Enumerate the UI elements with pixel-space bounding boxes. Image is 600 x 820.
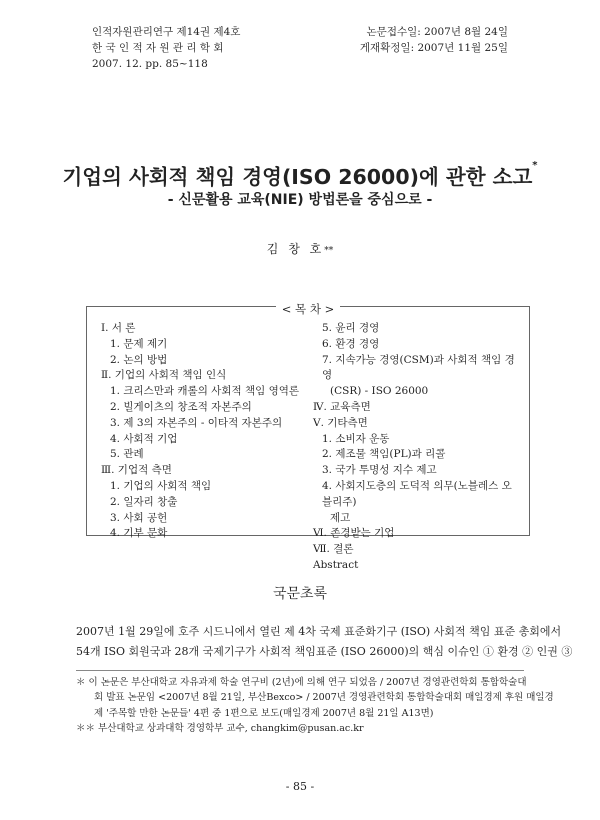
toc-item: Ⅵ. 존경받는 기업	[313, 527, 395, 540]
journal-name: 인적자원관리연구 제14권 제4호	[92, 26, 241, 38]
toc-item: 2. 일자리 창출	[110, 495, 178, 508]
toc-item: 2. 논의 방법	[110, 353, 168, 366]
footnote-line: 회 발표 논문임 <2007년 8월 21일, 부산Bexco> / 2007년 경영관련학회 통합학술대회 매일경제 후원 매일경	[94, 692, 554, 704]
abstract-body	[76, 622, 573, 662]
author-name: 김 창 호	[266, 242, 325, 256]
toc-item: 1. 소비자 운동	[322, 432, 390, 445]
toc-item: 제고	[330, 511, 351, 524]
issue-pages: 2007. 12. pp. 85~118	[92, 58, 208, 70]
paper-subtitle: - 신문활용 교육(NIE) 방법론을 중심으로 -	[167, 192, 433, 208]
toc-item: 3. 제 3의 자본주의 - 이타적 자본주의	[110, 416, 283, 429]
toc-item: Ⅴ. 기타측면	[313, 416, 368, 429]
journal-info	[92, 24, 240, 72]
society-name: 한 국 인 적 자 원 관 리 학 회	[92, 42, 224, 54]
toc-item: 4. 사회지도층의 도덕적 의무(노블레스 오블리주)	[322, 479, 512, 508]
toc-item: 5. 윤리 경영	[322, 322, 380, 334]
footnotes	[76, 675, 554, 736]
submission-info	[360, 24, 508, 56]
toc-item: Ⅰ. 서 론	[101, 322, 136, 334]
footnote-divider	[76, 670, 524, 671]
toc-item: Ⅱ. 기업의 사회적 책임 인식	[101, 369, 227, 382]
abstract-heading: 국문초록	[272, 586, 328, 602]
toc-item: 3. 국가 투명성 지수 제고	[322, 464, 437, 477]
toc-item: 2. 빌게이츠의 창조적 자본주의	[110, 400, 252, 413]
page-number: - 85 -	[285, 780, 315, 793]
footnote-line: 제 '주목할 만한 논문들' 4편 중 1편으로 보도(매일경제 2007년 8월 21일 A13면)	[94, 707, 434, 719]
toc-right-column	[313, 321, 519, 574]
toc-item: 6. 환경 경영	[322, 337, 380, 350]
toc-item: 7. 지속가능 경영(CSM)과 사회적 책임 경영	[322, 353, 515, 382]
toc-item: 2. 제조물 책임(PL)과 리콜	[322, 448, 446, 461]
footnote-line: ＊＊ 부산대학교 상과대학 경영학부 교수, changkim@pusan.ac.kr	[76, 722, 364, 734]
toc-item: 5. 관례	[110, 448, 144, 461]
paper-title	[0, 160, 600, 190]
toc-item: Ⅲ. 기업적 측면	[101, 464, 172, 477]
toc-left-column	[101, 321, 301, 542]
abstract-line: 54개 ISO 회원국과 28개 국제기구가 사회적 책임표준 (ISO 26000)의 핵심 이슈인 ① 환경 ② 인권 ③	[76, 645, 573, 658]
toc-item: Ⅳ. 교육측면	[313, 400, 371, 413]
footnote-line: ＊ 이 논문은 부산대학교 자유과제 학술 연구비 (2년)에 의해 연구 되었음 / 2007년 경영관련학회 통합학술대	[76, 677, 527, 688]
title-footnote-mark: *	[532, 160, 538, 171]
toc-item: 1. 크리스만과 캐롤의 사회적 책임 영역론	[110, 385, 299, 398]
toc-item: 1. 기업의 사회적 책임	[110, 479, 212, 492]
toc-item: Abstract	[313, 558, 359, 571]
toc-item: 4. 사회적 기업	[110, 432, 178, 445]
received-date: 논문접수일: 2007년 8월 24일	[366, 26, 508, 38]
abstract-line: 2007년 1월 29일에 호주 시드니에서 열린 제 4차 국제 표준화기구 (ISO) 사회적 책임 표준 총회에서	[76, 625, 562, 638]
title-text: 기업의 사회적 책임 경영(ISO 26000)에 관한 소고	[62, 165, 533, 189]
table-of-contents	[86, 302, 530, 571]
author	[0, 240, 600, 257]
toc-heading: < 목 차 >	[276, 302, 340, 316]
toc-item: Ⅶ. 결론	[313, 543, 354, 556]
toc-item: 3. 사회 공헌	[110, 511, 168, 524]
toc-item: 4. 기부 문화	[110, 527, 168, 540]
accepted-date: 게재확정일: 2007년 11월 25일	[359, 42, 508, 54]
author-footnote-mark: **	[324, 246, 334, 256]
toc-item: (CSR) - ISO 26000	[330, 385, 429, 398]
toc-item: 1. 문제 제기	[110, 337, 168, 350]
